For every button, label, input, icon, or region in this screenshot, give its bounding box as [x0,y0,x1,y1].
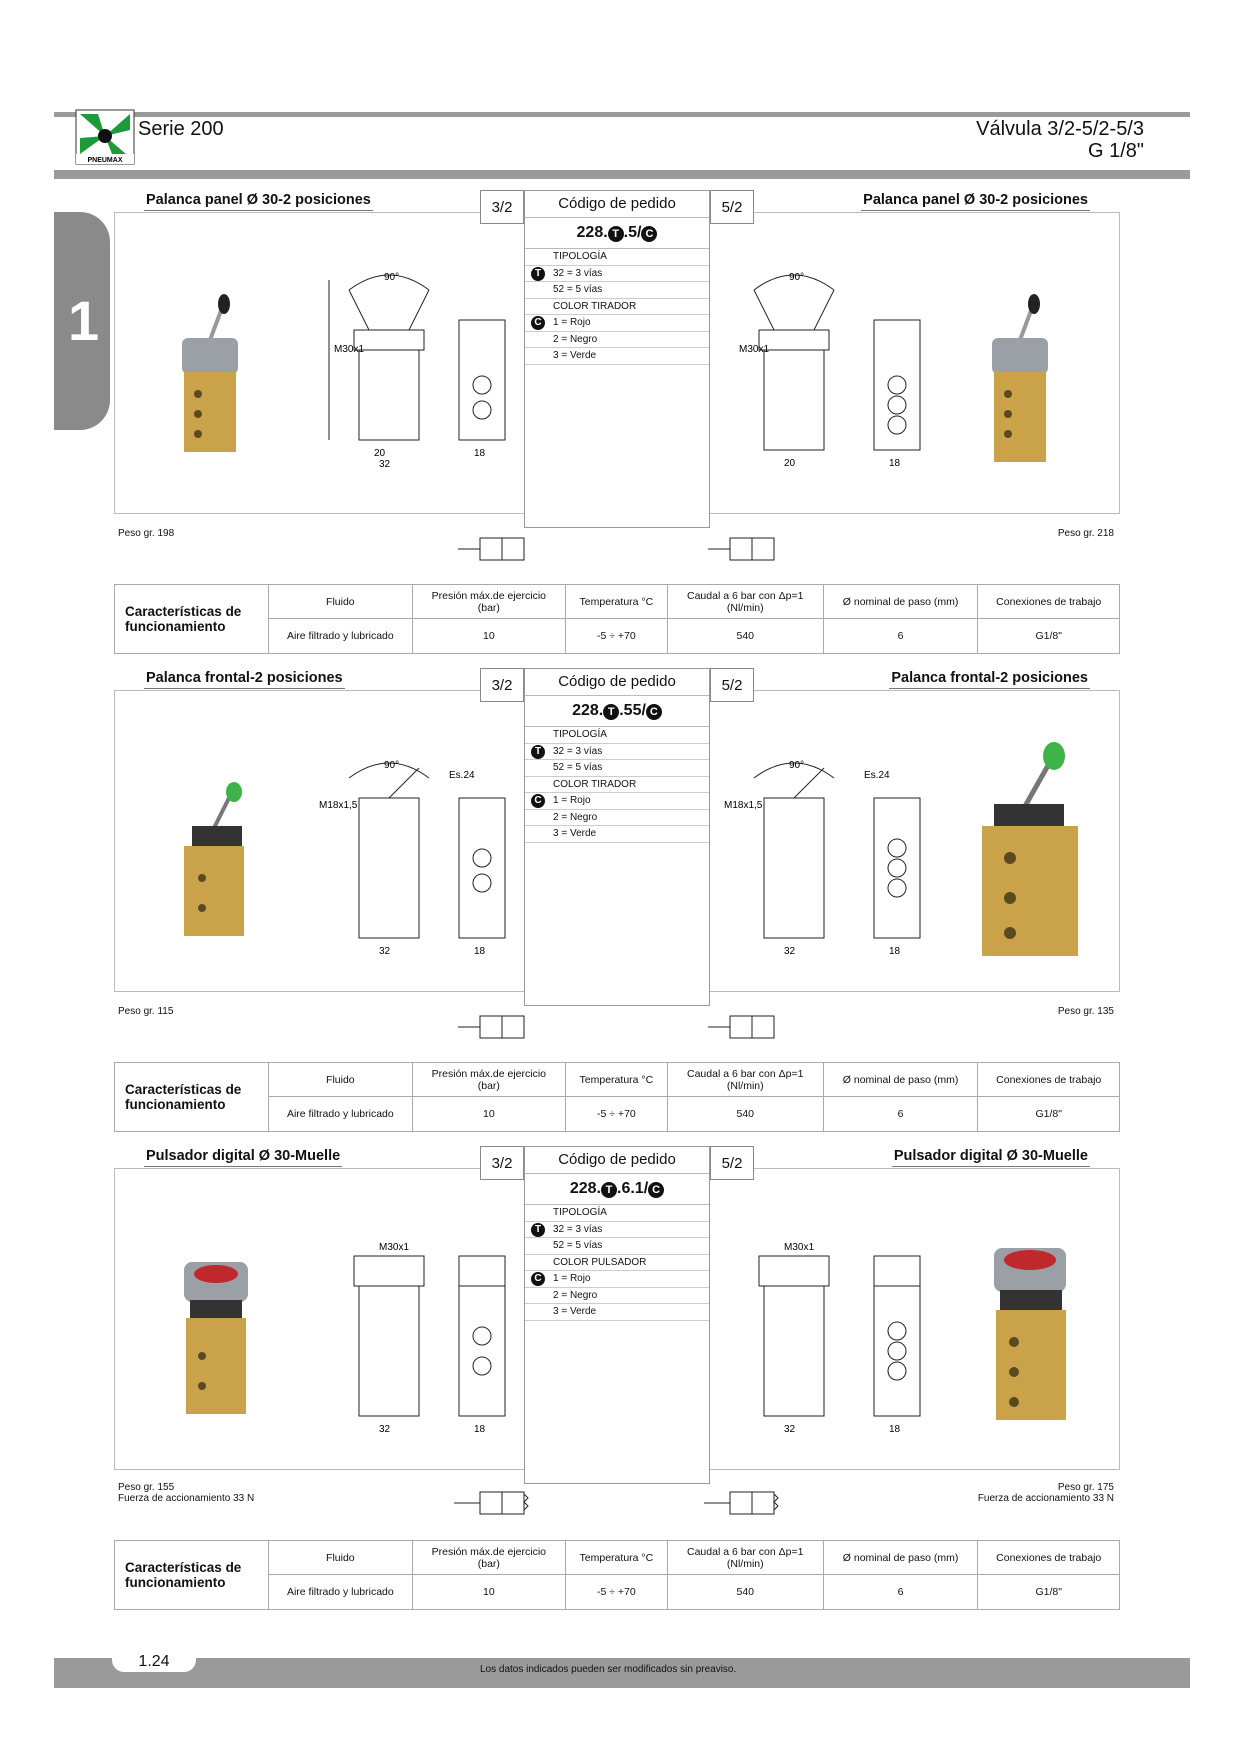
char-v-temp: -5 ÷ +70 [565,1097,667,1132]
weight-right-value: Peso gr. 175 [1057,1482,1114,1493]
characteristics-table [114,584,1120,654]
weight-right: Peso gr. 218 [1057,528,1114,539]
char-h-flow: Caudal a 6 bar con Δp=1 (Nl/min) [667,1063,823,1097]
char-label: Características de funcionamiento [115,1063,269,1132]
svg-text:Es.24: Es.24 [449,770,475,781]
char-v-conn: G1/8" [978,1097,1120,1132]
force-left-value: Fuerza de accionamiento 33 N [118,1493,255,1504]
svg-text:18: 18 [474,448,486,459]
char-h-flow: Caudal a 6 bar con Δp=1 (Nl/min) [667,1541,823,1575]
order-heading: Código de pedido [525,191,709,218]
weight-right: Peso gr. 135 [1057,1006,1114,1017]
char-v-conn: G1/8" [978,1575,1120,1610]
char-label: Características de funcionamiento [115,1541,269,1610]
order-row-verde: 3 = Verde [525,1304,709,1321]
char-h-fluid: Fluido [269,585,413,619]
char-v-flow: 540 [667,1097,823,1132]
badge-c: C [531,316,545,330]
valve-title-line2: G 1/8" [1087,140,1144,162]
order-row-52: 52 = 5 vías [525,282,709,299]
order-code: 228. T .5/ C [525,218,709,249]
tag-5-2: 5/2 [710,1146,754,1180]
technical-drawing-right [714,260,954,469]
tag-5-2: 5/2 [710,190,754,224]
char-h-nominal: Ø nominal de paso (mm) [823,585,978,619]
valve-title [976,118,1144,162]
order-code-box [524,1146,710,1484]
pneumatic-symbol-5-2 [704,1010,784,1046]
char-h-pressure: Presión máx.de ejercicio (bar) [412,1541,565,1575]
char-v-temp: -5 ÷ +70 [565,1575,667,1610]
force-right-value: Fuerza de accionamiento 33 N [977,1493,1114,1504]
char-h-nominal: Ø nominal de paso (mm) [823,1541,978,1575]
series-title: Serie 200 [138,118,224,140]
badge-t: T [531,267,545,281]
char-h-nominal: Ø nominal de paso (mm) [823,1063,978,1097]
order-heading: Código de pedido [525,1147,709,1174]
section-title-left: Pulsador digital Ø 30-Muelle [144,1146,342,1167]
pneumatic-symbol-5-2 [700,1486,790,1522]
order-row-negro: 2 = Negro [525,1288,709,1305]
order-row-verde: 3 = Verde [525,826,709,843]
pneumatic-symbol-3-2 [454,1010,534,1046]
svg-text:18: 18 [889,1424,901,1435]
svg-text:18: 18 [889,946,901,957]
svg-text:M30x1: M30x1 [739,344,770,355]
order-code: 228. T .6.1/ C [525,1174,709,1205]
technical-drawing-left [309,260,549,470]
svg-text:M30x1: M30x1 [379,1242,410,1253]
weight-right [978,1482,1114,1504]
svg-text:PNEUMAX: PNEUMAX [87,157,123,164]
char-v-fluid: Aire filtrado y lubricado [269,619,413,654]
order-row-32: T 32 = 3 vías [525,744,709,761]
technical-drawing-right [714,748,954,957]
tag-3-2: 3/2 [480,190,524,224]
weight-left: Peso gr. 115 [118,1006,174,1017]
pneumatic-symbol-3-2 [454,532,534,568]
char-v-conn: G1/8" [978,619,1120,654]
char-v-flow: 540 [667,1575,823,1610]
char-v-temp: -5 ÷ +70 [565,619,667,654]
svg-text:M30x1: M30x1 [334,344,365,355]
page-number: 1.24 [112,1652,196,1672]
order-row-52: 52 = 5 vías [525,760,709,777]
pneumax-logo [76,110,134,164]
svg-text:90°: 90° [789,760,805,771]
footer-note: Los datos indicados pueden ser modificados sin preaviso. [480,1664,737,1675]
char-h-temp: Temperatura °C [565,1063,667,1097]
badge-t: T [531,745,545,759]
product-photo-left [174,290,254,460]
order-code-box [524,190,710,528]
char-h-conn: Conexiones de trabajo [978,1541,1120,1575]
order-row-tipologia: TIPOLOGÍA [525,249,709,266]
pneumatic-symbol-3-2 [450,1486,540,1522]
order-row-rojo: C 1 = Rojo [525,1271,709,1288]
svg-text:18: 18 [889,458,901,469]
order-row-color-label: COLOR TIRADOR [525,777,709,794]
svg-text:32: 32 [379,946,391,957]
product-photo-left [174,1256,264,1426]
char-h-flow: Caudal a 6 bar con Δp=1 (Nl/min) [667,585,823,619]
char-v-pressure: 10 [412,619,565,654]
section-title-right: Palanca panel Ø 30-2 posiciones [861,190,1090,211]
svg-text:32: 32 [784,1424,796,1435]
svg-text:90°: 90° [384,760,400,771]
svg-text:32: 32 [784,946,796,957]
section-title-left: Palanca frontal-2 posiciones [144,668,345,689]
header-rule-bottom [54,170,1190,179]
product-photo-right [974,738,1094,968]
svg-text:M30x1: M30x1 [784,1242,815,1253]
svg-text:18: 18 [474,946,486,957]
char-v-nominal: 6 [823,619,978,654]
badge-t: T [531,1223,545,1237]
tag-5-2: 5/2 [710,668,754,702]
technical-drawing-left [309,1236,549,1436]
order-row-verde: 3 = Verde [525,348,709,365]
svg-text:32: 32 [379,1424,391,1435]
char-h-pressure: Presión máx.de ejercicio (bar) [412,1063,565,1097]
order-row-color-label: COLOR TIRADOR [525,299,709,316]
char-h-pressure: Presión máx.de ejercicio (bar) [412,585,565,619]
header-rule [54,112,1190,117]
svg-text:90°: 90° [384,272,400,283]
char-v-flow: 540 [667,619,823,654]
order-code: 228. T .55/ C [525,696,709,727]
char-h-temp: Temperatura °C [565,1541,667,1575]
order-row-52: 52 = 5 vías [525,1238,709,1255]
svg-text:Es.24: Es.24 [864,770,890,781]
svg-text:M18x1,5: M18x1,5 [724,800,763,811]
section-title-right: Pulsador digital Ø 30-Muelle [892,1146,1090,1167]
product-photo-left [174,778,264,948]
char-v-fluid: Aire filtrado y lubricado [269,1097,413,1132]
weight-left: Peso gr. 198 [118,528,175,539]
order-code-box [524,668,710,1006]
pneumatic-symbol-5-2 [704,532,784,568]
valve-title-line1: Válvula 3/2-5/2-5/3 [976,118,1144,140]
svg-text:20: 20 [374,448,386,459]
char-v-pressure: 10 [412,1097,565,1132]
section-title-left: Palanca panel Ø 30-2 posiciones [144,190,373,211]
svg-text:M18x1,5: M18x1,5 [319,800,358,811]
char-v-nominal: 6 [823,1575,978,1610]
char-label: Características de funcionamiento [115,585,269,654]
order-row-negro: 2 = Negro [525,810,709,827]
technical-drawing-right [714,1236,954,1436]
svg-text:32: 32 [379,459,391,470]
chapter-number: 1 [68,289,100,352]
svg-text:18: 18 [474,1424,486,1435]
product-photo-right [984,1242,1084,1432]
svg-text:20: 20 [784,458,796,469]
char-h-conn: Conexiones de trabajo [978,1063,1120,1097]
order-row-tipologia: TIPOLOGÍA [525,1205,709,1222]
order-row-tipologia: TIPOLOGÍA [525,727,709,744]
weight-left-value: Peso gr. 155 [118,1482,175,1493]
order-heading: Código de pedido [525,669,709,696]
order-row-32: T 32 = 3 vías [525,266,709,283]
char-h-fluid: Fluido [269,1063,413,1097]
order-row-32: T 32 = 3 vías [525,1222,709,1239]
svg-text:90°: 90° [789,272,805,283]
order-row-rojo: C 1 = Rojo [525,793,709,810]
characteristics-table [114,1540,1120,1610]
order-row-color-label: COLOR PULSADOR [525,1255,709,1272]
technical-drawing-left [309,748,549,957]
section-title-right: Palanca frontal-2 posiciones [889,668,1090,689]
order-row-negro: 2 = Negro [525,332,709,349]
order-row-rojo: C 1 = Rojo [525,315,709,332]
char-h-temp: Temperatura °C [565,585,667,619]
char-h-conn: Conexiones de trabajo [978,585,1120,619]
badge-c: C [531,1272,545,1286]
tag-3-2: 3/2 [480,668,524,702]
char-v-fluid: Aire filtrado y lubricado [269,1575,413,1610]
product-photo-right [984,290,1064,470]
characteristics-table [114,1062,1120,1132]
char-v-pressure: 10 [412,1575,565,1610]
badge-c: C [531,794,545,808]
tag-3-2: 3/2 [480,1146,524,1180]
char-v-nominal: 6 [823,1097,978,1132]
weight-left [118,1482,254,1504]
char-h-fluid: Fluido [269,1541,413,1575]
